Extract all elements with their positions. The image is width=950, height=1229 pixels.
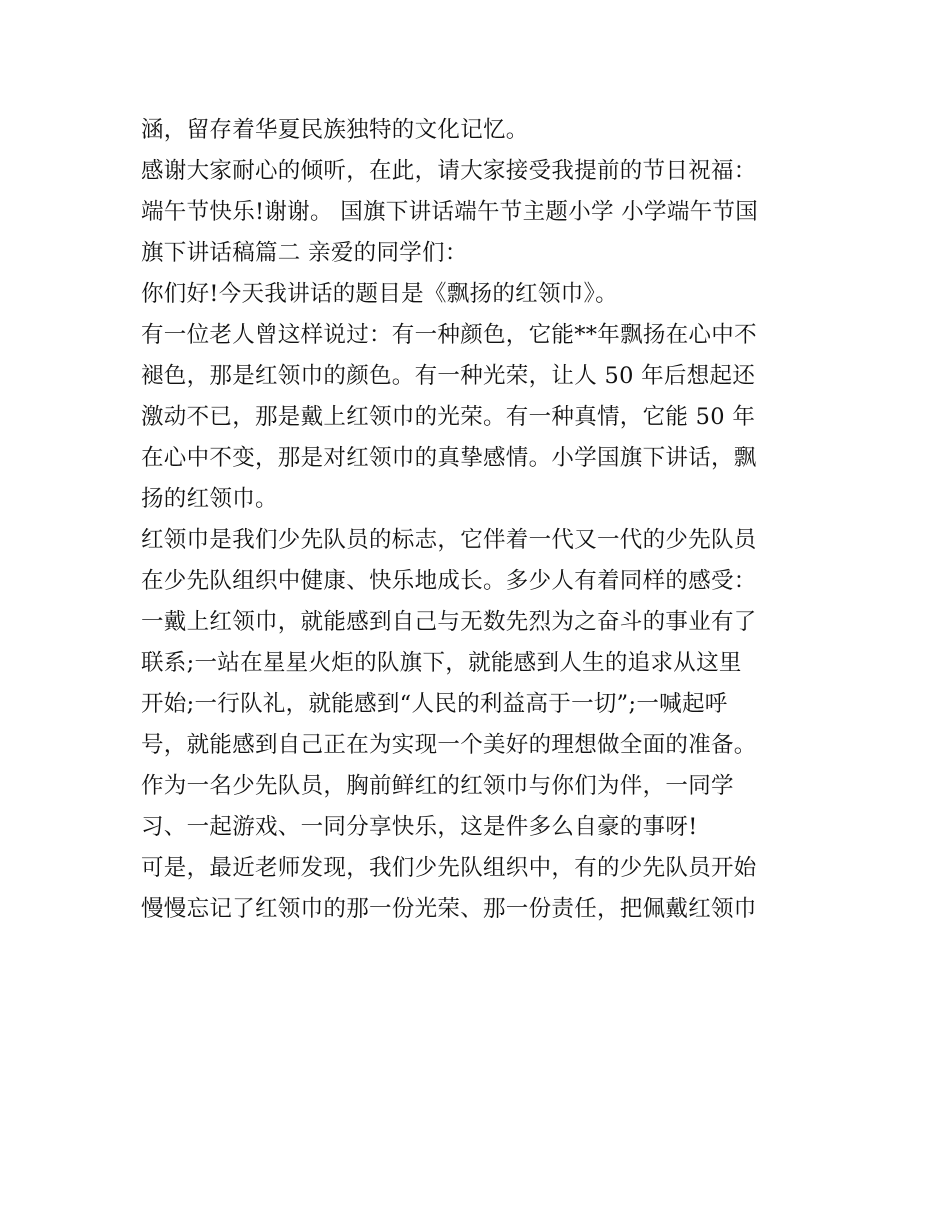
text-line: 扬的红领巾。 <box>141 486 278 512</box>
text-line: 有一位老人曾这样说过：有一种颜色，它能**年飘扬在心中不 <box>141 322 757 348</box>
text-line: 感谢大家耐心的倾听，在此，请大家接受我提前的节日祝福： <box>141 158 757 184</box>
text-line: 旗下讲话稿篇二 亲爱的同学们： <box>141 240 468 266</box>
text-line: 在少先队组织中健康、快乐地成长。多少人有着同样的感受： <box>141 568 757 594</box>
text-line: 涵，留存着华夏民族独特的文化记忆。 <box>141 117 529 143</box>
text-line: 可是，最近老师发现，我们少先队组织中，有的少先队员开始 <box>141 855 757 881</box>
text-line: 开始;一行队礼，就能感到“人民的利益高于一切”;一喊起呼 <box>141 691 728 717</box>
text-line: 红领巾是我们少先队员的标志，它伴着一代又一代的少先队员 <box>141 527 757 553</box>
text-line: 习、一起游戏、一同分享快乐，这是件多么自豪的事呀! <box>141 814 698 840</box>
text-line: 联系;一站在星星火炬的队旗下，就能感到人生的追求从这里 <box>141 650 742 676</box>
text-line: 一戴上红领巾，就能感到自己与无数先烈为之奋斗的事业有了 <box>141 609 757 635</box>
text-line: 你们好!今天我讲话的题目是《飘扬的红领巾》。 <box>141 281 618 307</box>
text-line: 端午节快乐!谢谢。 国旗下讲话端午节主题小学 小学端午节国 <box>141 199 759 225</box>
text-line: 激动不已，那是戴上红领巾的光荣。有一种真情，它能 50 年 <box>141 404 756 430</box>
text-line: 在心中不变，那是对红领巾的真挚感情。小学国旗下讲话，飘 <box>141 445 757 471</box>
text-line: 号，就能感到自己正在为实现一个美好的理想做全面的准备。 <box>141 732 757 758</box>
document-body <box>141 110 821 930</box>
text-line: 作为一名少先队员，胸前鲜红的红领巾与你们为伴，一同学 <box>141 773 734 799</box>
text-line: 褪色，那是红领巾的颜色。有一种光荣，让人 50 年后想起还 <box>141 363 756 389</box>
text-line: 慢慢忘记了红领巾的那一份光荣、那一份责任，把佩戴红领巾 <box>141 896 757 922</box>
